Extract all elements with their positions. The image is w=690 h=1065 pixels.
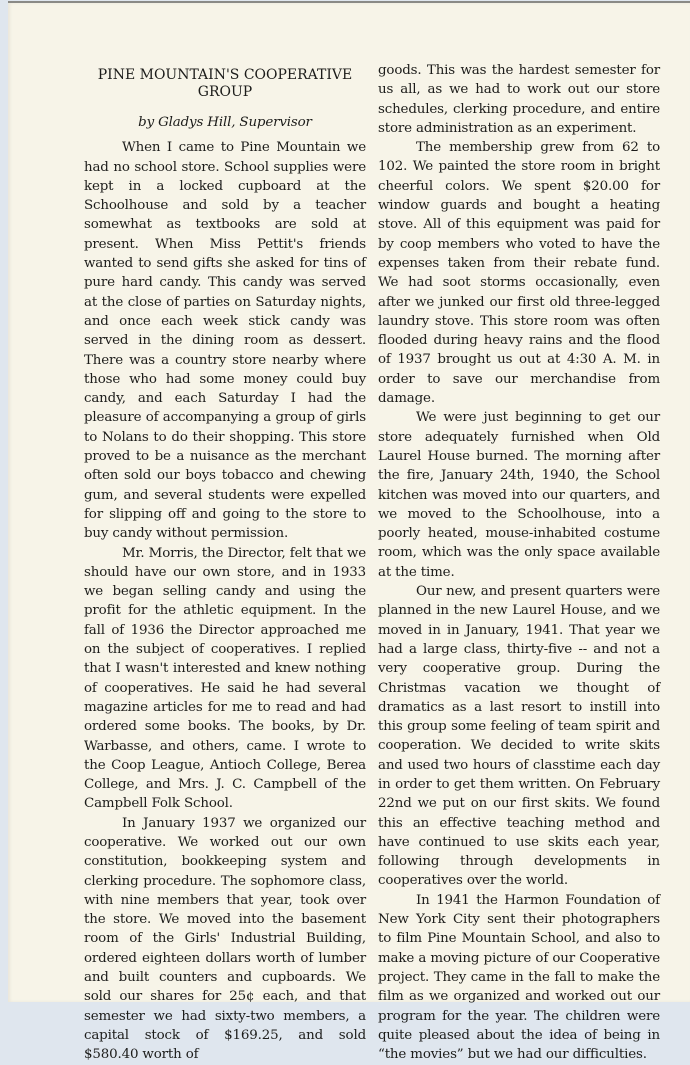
- article-byline: by Gladys Hill, Supervisor: [138, 115, 312, 130]
- paragraph-continuation: goods. This was the hardest semester for us all, as we had to work out our store schedules, clerking procedure, and entire store administration as an experiment.: [378, 63, 660, 136]
- paragraph: In January 1937 we organized our cooperative. We worked out our own constitution, bookkeeping system and clerking procedure. The sophomore class, with nine members that year, took over the store. We moved into the basement room of the Girls' Industrial Building, ordered eighteen dollars worth of lumber and built counters and cupboards. We sold our shares for 25¢ each, and that semester we had sixty-two members, a capital stock of $169.25, and sold $580.40 worth of: [84, 815, 366, 1063]
- paragraph: Mr. Morris, the Director, felt that we should have our own store, and in 1933 we began selling candy and using the profit for the athletic equipment. In the fall of 1936 the Director approached me on the subject of cooperatives. I replied that I wasn't interested and knew nothing of cooperatives. He said he had several magazine articles for me to read and had ordered some books. The books, by Dr. Warbasse, and others, came. I wrote to the Coop League, Antioch College, Berea College, and Mrs. J. C. Campbell of the Campbell Folk School.: [84, 545, 366, 812]
- paragraph: When I came to Pine Mountain we had no school store. School supplies were kept in a locked cupboard at the Schoolhouse and sold by a teacher somewhat as textbooks are sold at present. When Miss Pettit's friends wanted to send gifts she asked for tins of pure hard candy. This candy was served at the close of parties on Saturday nights, and once each week stick candy was served in the dining room as dessert. There was a country store nearby where those who had some money could buy candy, and each Saturday I had the pleasure of accompanying a group of girls to Nolans to do their shopping. This store proved to be a nuisance as the merchant often sold our boys tobacco and chewing gum, and several students were expelled for slipping off and going to the store to buy candy without permission.: [84, 140, 366, 542]
- paragraph: The membership grew from 62 to 102. We painted the store room in bright cheerful colors. We spent $20.00 for window guards and bought a heating stove. All of this equipment was paid for by coop members who voted to have the expenses taken from their rebate fund. We had soot storms occasionally, even after we junked our first old three-legged laundry stove. This store room was often flooded during heavy rains and the flood of 1937 brought us out at 4:30 A. M. in order to save our merchandise from damage.: [378, 140, 660, 407]
- right-column: [378, 61, 660, 1064]
- paragraph: Our new, and present quarters were planned in the new Laurel House, and we moved in in January, 1941. That year we had a large class, thirty-five -- and not a very cooperative group. During the Christmas vacation we thought of dramatics as a last resort to instill into this group some feeling of team spirit and cooperation. We decided to write skits and used two hours of classtime each day in order to get them written. On February 22nd we put on our first skits. We found this an effective teaching method and have continued to use skits each year, following through developments in cooperatives over the world.: [378, 584, 660, 889]
- article-title: PINE MOUNTAIN'S COOPERATIVE GROUP: [97, 67, 353, 100]
- paragraph: In 1941 the Harmon Foundation of New York City sent their photographers to film Pine Mountain School, and also to make a moving picture of our Cooperative project. They came in the fall to make the film as we organized and worked out our program for the year. The children were quite pleased about the idea of being in “the movies” but we had our difficulties.: [378, 892, 660, 1063]
- left-column: [84, 63, 366, 1065]
- paragraph: We were just beginning to get our store adequately furnished when Old Laurel House burned. The morning after the fire, January 24th, 1940, the School kitchen was moved into our quarters, and we moved to the Schoolhouse, into a poorly heated, mouse-inhabited costume room, which was the only space available at the time.: [378, 410, 660, 580]
- document-page: [8, 1, 690, 1063]
